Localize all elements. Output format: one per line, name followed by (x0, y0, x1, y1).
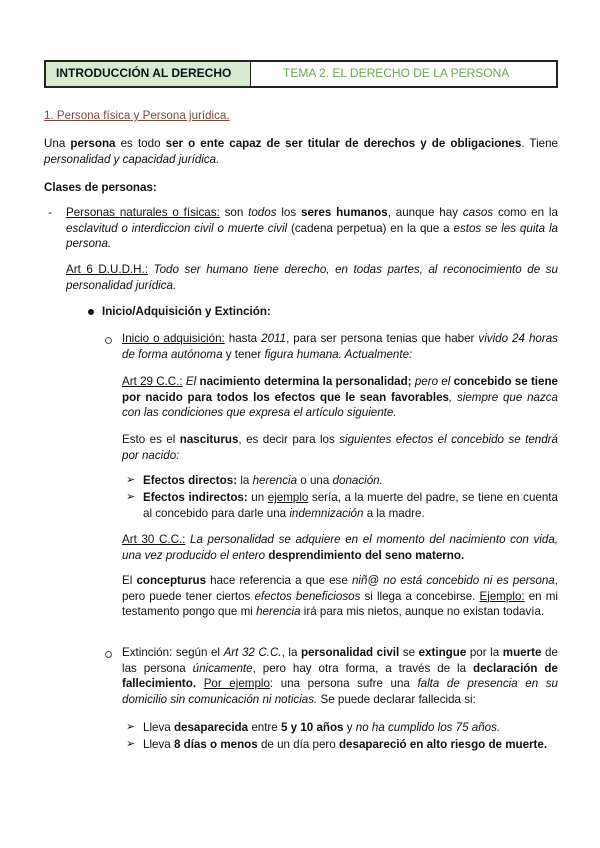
art29-paragraph: Art 29 C.C.: El nacimiento determina la personalidad; pero el concebido se tiene por nacido para todos los efectos que le sean favorables, siempre que nazca con las condiciones que expresa el artículo siguiente. (122, 375, 559, 420)
dudh-paragraph: Art 6 D.U.D.H.: Todo ser humano tiene derecho, en todas partes, al reconocimiento de su personalidad jurídica. (66, 263, 558, 292)
nasciturus-paragraph: Esto es el nasciturus, es decir para los siguientes efectos el concebido se tendrá por nacido: (122, 433, 558, 462)
art30-paragraph: Art 30 C.C.: La personalidad se adquiere en el momento del nacimiento con vida, una vez producido el entero desprendimiento del seno materno. (122, 533, 558, 562)
efecto-indirecto: Efectos indirectos: un ejemplo sería, a la muerte del padre, se tiene en cuenta al concebido para darle una indemnización a la madre. (143, 491, 558, 520)
arrow-bullet: ➢ (126, 491, 136, 503)
course-title: INTRODUCCIÓN AL DERECHO (46, 62, 251, 86)
efecto-directo: Efectos directos: la herencia o una donación. (143, 474, 383, 487)
intro-paragraph: Una persona es todo ser o ente capaz de ser titular de derechos y de obligaciones. Tiene personalidad y capacidad jurídica. (44, 137, 558, 166)
dash-bullet: - (48, 206, 52, 219)
arrow-bullet: ➢ (126, 721, 136, 733)
section-title: 1. Persona física y Persona jurídica. (44, 109, 230, 122)
condicion-2: Lleva 8 días o menos de un día pero desapareció en alto riesgo de muerte. (143, 738, 548, 751)
circle-bullet (105, 651, 112, 658)
inicio-paragraph: Inicio o adquisición: hasta 2011, para ser persona tenias que haber vivido 24 horas de forma autónoma y tener figura humana. Actualmente: (122, 332, 558, 361)
concepturus-paragraph: El concepturus hace referencia a que ese niñ@ no está concebido ni es persona, pero puede tener ciertos efectos beneficiosos si llega a concebirse. Ejemplo: en mi testamento pongo que mi herencia irá para mis nietos, aunque no existan todavía. (122, 574, 558, 619)
arrow-bullet: ➢ (126, 738, 136, 750)
topic-title: TEMA 2. EL DERECHO DE LA PERSONA (283, 66, 510, 81)
condicion-1: Lleva desaparecida entre 5 y 10 años y no ha cumplido los 75 años. (143, 721, 501, 734)
bullet-dot (88, 309, 94, 315)
clases-title: Clases de personas: (44, 181, 157, 194)
extincion-paragraph: Extinción: según el Art 32 C.C., la personalidad civil se extingue por la muerte de las persona únicamente, pero hay otra forma, a través de la declaración de fallecimiento. Por ejemplo: una persona sufre una falta de presencia en su domicilio sin comunicación ni noticias. Se puede declarar fallecida si: (122, 646, 558, 706)
arrow-bullet: ➢ (126, 474, 136, 486)
header-table (44, 60, 558, 88)
naturales-paragraph: Personas naturales o físicas: son todos los seres humanos, aunque hay casos como en la esclavitud o interdiccion civil o muerte civil (cadena perpetua) en la que a estos se les quita la persona. (66, 206, 558, 251)
inicio-title: Inicio/Adquisición y Extinción: (102, 305, 271, 318)
circle-bullet (105, 337, 112, 344)
